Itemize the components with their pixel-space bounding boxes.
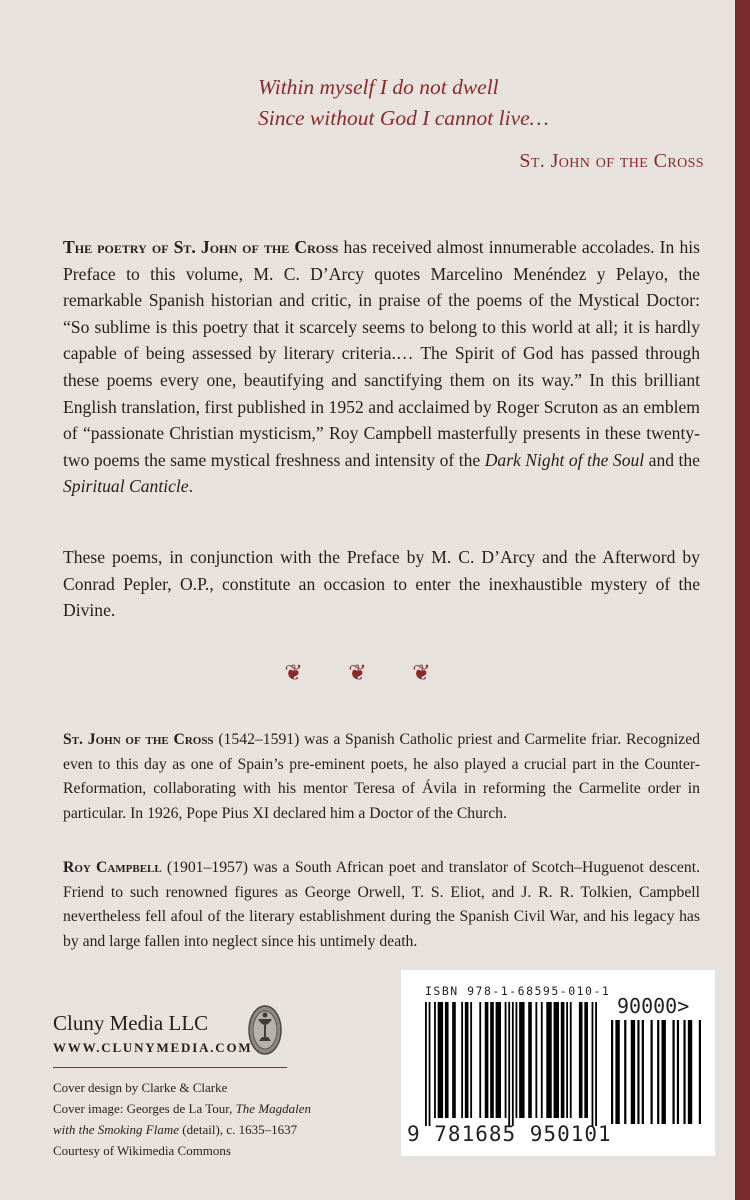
- barcode-bar: [516, 1002, 518, 1118]
- epigraph: [258, 72, 549, 134]
- barcode-bar: [683, 1020, 685, 1124]
- credit-design: Cover design by Clarke & Clarke: [53, 1080, 228, 1095]
- isbn-digits: 9 781685 950101: [407, 1122, 612, 1146]
- barcode-bar: [541, 1002, 543, 1118]
- barcode-bar: [546, 1002, 551, 1118]
- barcode-bar: [624, 1020, 626, 1124]
- credit-image: Cover image: Georges de La Tour, The Magdalen: [53, 1101, 312, 1116]
- epigraph-line-1: Within myself I do not dwell: [258, 75, 499, 99]
- fleuron-ornaments: ❦ ❦ ❦: [284, 660, 451, 685]
- barcode-bar: [699, 1020, 701, 1124]
- barcode-bar: [452, 1002, 456, 1118]
- barcode-bar: [642, 1020, 644, 1124]
- barcode-bar: [584, 1002, 588, 1118]
- barcode-bar: [479, 1002, 481, 1118]
- barcode-bar: [579, 1002, 583, 1118]
- chalice-seal-icon: [248, 1005, 282, 1055]
- barcode-bar: [672, 1020, 674, 1124]
- barcode-bar: [566, 1002, 568, 1118]
- barcode-bar: [631, 1020, 635, 1124]
- barcode-bar: [496, 1002, 501, 1118]
- cover-credits: [53, 1077, 311, 1161]
- description-paragraph-1: The poetry of St. John of the Cross has received almost innumerable accolades. In his Preface to this volume, M. C. D’Arcy quotes Marcelino Menéndez y Pelayo, the remarkable Spanish historian and critic, in praise of the poems of the Mystical Doctor: “So sublime is this poetry that it scarcely seems to belong to this world at all; it is hardly capable of being assessed by literary criteria.… The Spirit of God has passed through these poems every one, beautifying and sanctifying them on its way.” In this brilliant English translation, first published in 1952 and acclaimed by Roger Scruton as an emblem of “passionate Christian mysticism,” Roy Campbell masterfully presents in these twenty-two poems the same mystical freshness and intensity of the Dark Night of the Soul and the Spiritual Canticle.: [63, 237, 700, 497]
- spine-bar: [735, 0, 750, 1200]
- ean-barcode-bars: [425, 1002, 599, 1126]
- bio-john-of-the-cross: St. John of the Cross (1542–1591) was a Spanish Catholic priest and Carmelite friar. Recognized even to this day as one of Spain’s pre-eminent poets, he also played a crucial part in the Counter-Reformation, collaborating with his mentor Teresa of Ávila in reforming the Carmelite order in particular. In 1926, Pope Pius XI declared him a Doctor of the Church.: [63, 731, 700, 822]
- barcode-bar: [490, 1002, 494, 1118]
- barcode-bar: [470, 1002, 472, 1118]
- barcode-bar: [651, 1020, 653, 1124]
- price-barcode-bars: [611, 1020, 703, 1130]
- barcode-bar: [438, 1002, 443, 1118]
- barcode-bar: [434, 1002, 436, 1118]
- barcode-bar: [519, 1002, 524, 1118]
- credit-image-cont: with the Smoking Flame (detail), c. 1635–1637: [53, 1122, 298, 1137]
- barcode-bar: [615, 1020, 619, 1124]
- barcode-bar: [592, 1002, 594, 1126]
- divider-rule: [53, 1067, 287, 1068]
- description-paragraph-2: These poems, in conjunction with the Preface by M. C. D’Arcy and the Afterword by Conrad Pepler, O.P., constitute an occasion to enter the inexhaustible mystery of the Divine.: [63, 547, 700, 621]
- barcode-bar: [611, 1020, 613, 1124]
- barcode-bar: [570, 1002, 572, 1118]
- barcode-bar: [429, 1002, 431, 1126]
- barcode-bar: [461, 1002, 463, 1118]
- barcode-bar: [465, 1002, 469, 1118]
- credit-courtesy: Courtesy of Wikimedia Commons: [53, 1143, 231, 1158]
- barcode-bar: [677, 1020, 679, 1124]
- barcode-bar: [505, 1002, 507, 1118]
- publisher-name: Cluny Media LLC: [53, 1011, 209, 1035]
- barcode-bar: [657, 1020, 659, 1124]
- barcode-bar: [528, 1002, 532, 1118]
- barcode-bar: [637, 1020, 639, 1124]
- barcode-bar: [485, 1002, 489, 1118]
- bio-name-roy: Roy Campbell: [63, 859, 162, 876]
- barcode-bar: [508, 1002, 510, 1126]
- barcode-bar: [512, 1002, 514, 1126]
- barcode-bar: [688, 1020, 692, 1124]
- title-dark-night: Dark Night of the Soul: [484, 449, 645, 470]
- isbn-label: ISBN 978-1-68595-010-1: [425, 984, 611, 998]
- epigraph-line-2: Since without God I cannot live…: [258, 106, 549, 130]
- price-code: 90000>: [617, 994, 690, 1018]
- bio-name-john: St. John of the Cross: [63, 731, 214, 748]
- publisher-website: WWW.CLUNYMEDIA.COM: [53, 1040, 253, 1055]
- title-spiritual-canticle: Spiritual Canticle: [63, 476, 189, 497]
- barcode-bar: [425, 1002, 427, 1126]
- barcode-bar: [535, 1002, 537, 1118]
- bio-roy-campbell: Roy Campbell (1901–1957) was a South African poet and translator of Scotch–Huguenot descent. Friend to such renowned figures as George Orwell, T. S. Eliot, and J. R. R. Tolkien, Campbell nevertheless fell afoul of the literary establishment during the Spanish Civil War, and his legacy has by and large fallen into neglect since his untimely death.: [63, 859, 700, 950]
- barcode-bar: [595, 1002, 597, 1126]
- barcode-bar: [661, 1020, 665, 1124]
- barcode-bar: [561, 1002, 565, 1118]
- isbn-barcode: [401, 970, 715, 1156]
- barcode-bar: [445, 1002, 449, 1118]
- barcode-bar: [554, 1002, 559, 1118]
- epigraph-attribution: St. John of the Cross: [519, 150, 704, 172]
- description-lead: The poetry of St. John of the Cross: [63, 237, 339, 257]
